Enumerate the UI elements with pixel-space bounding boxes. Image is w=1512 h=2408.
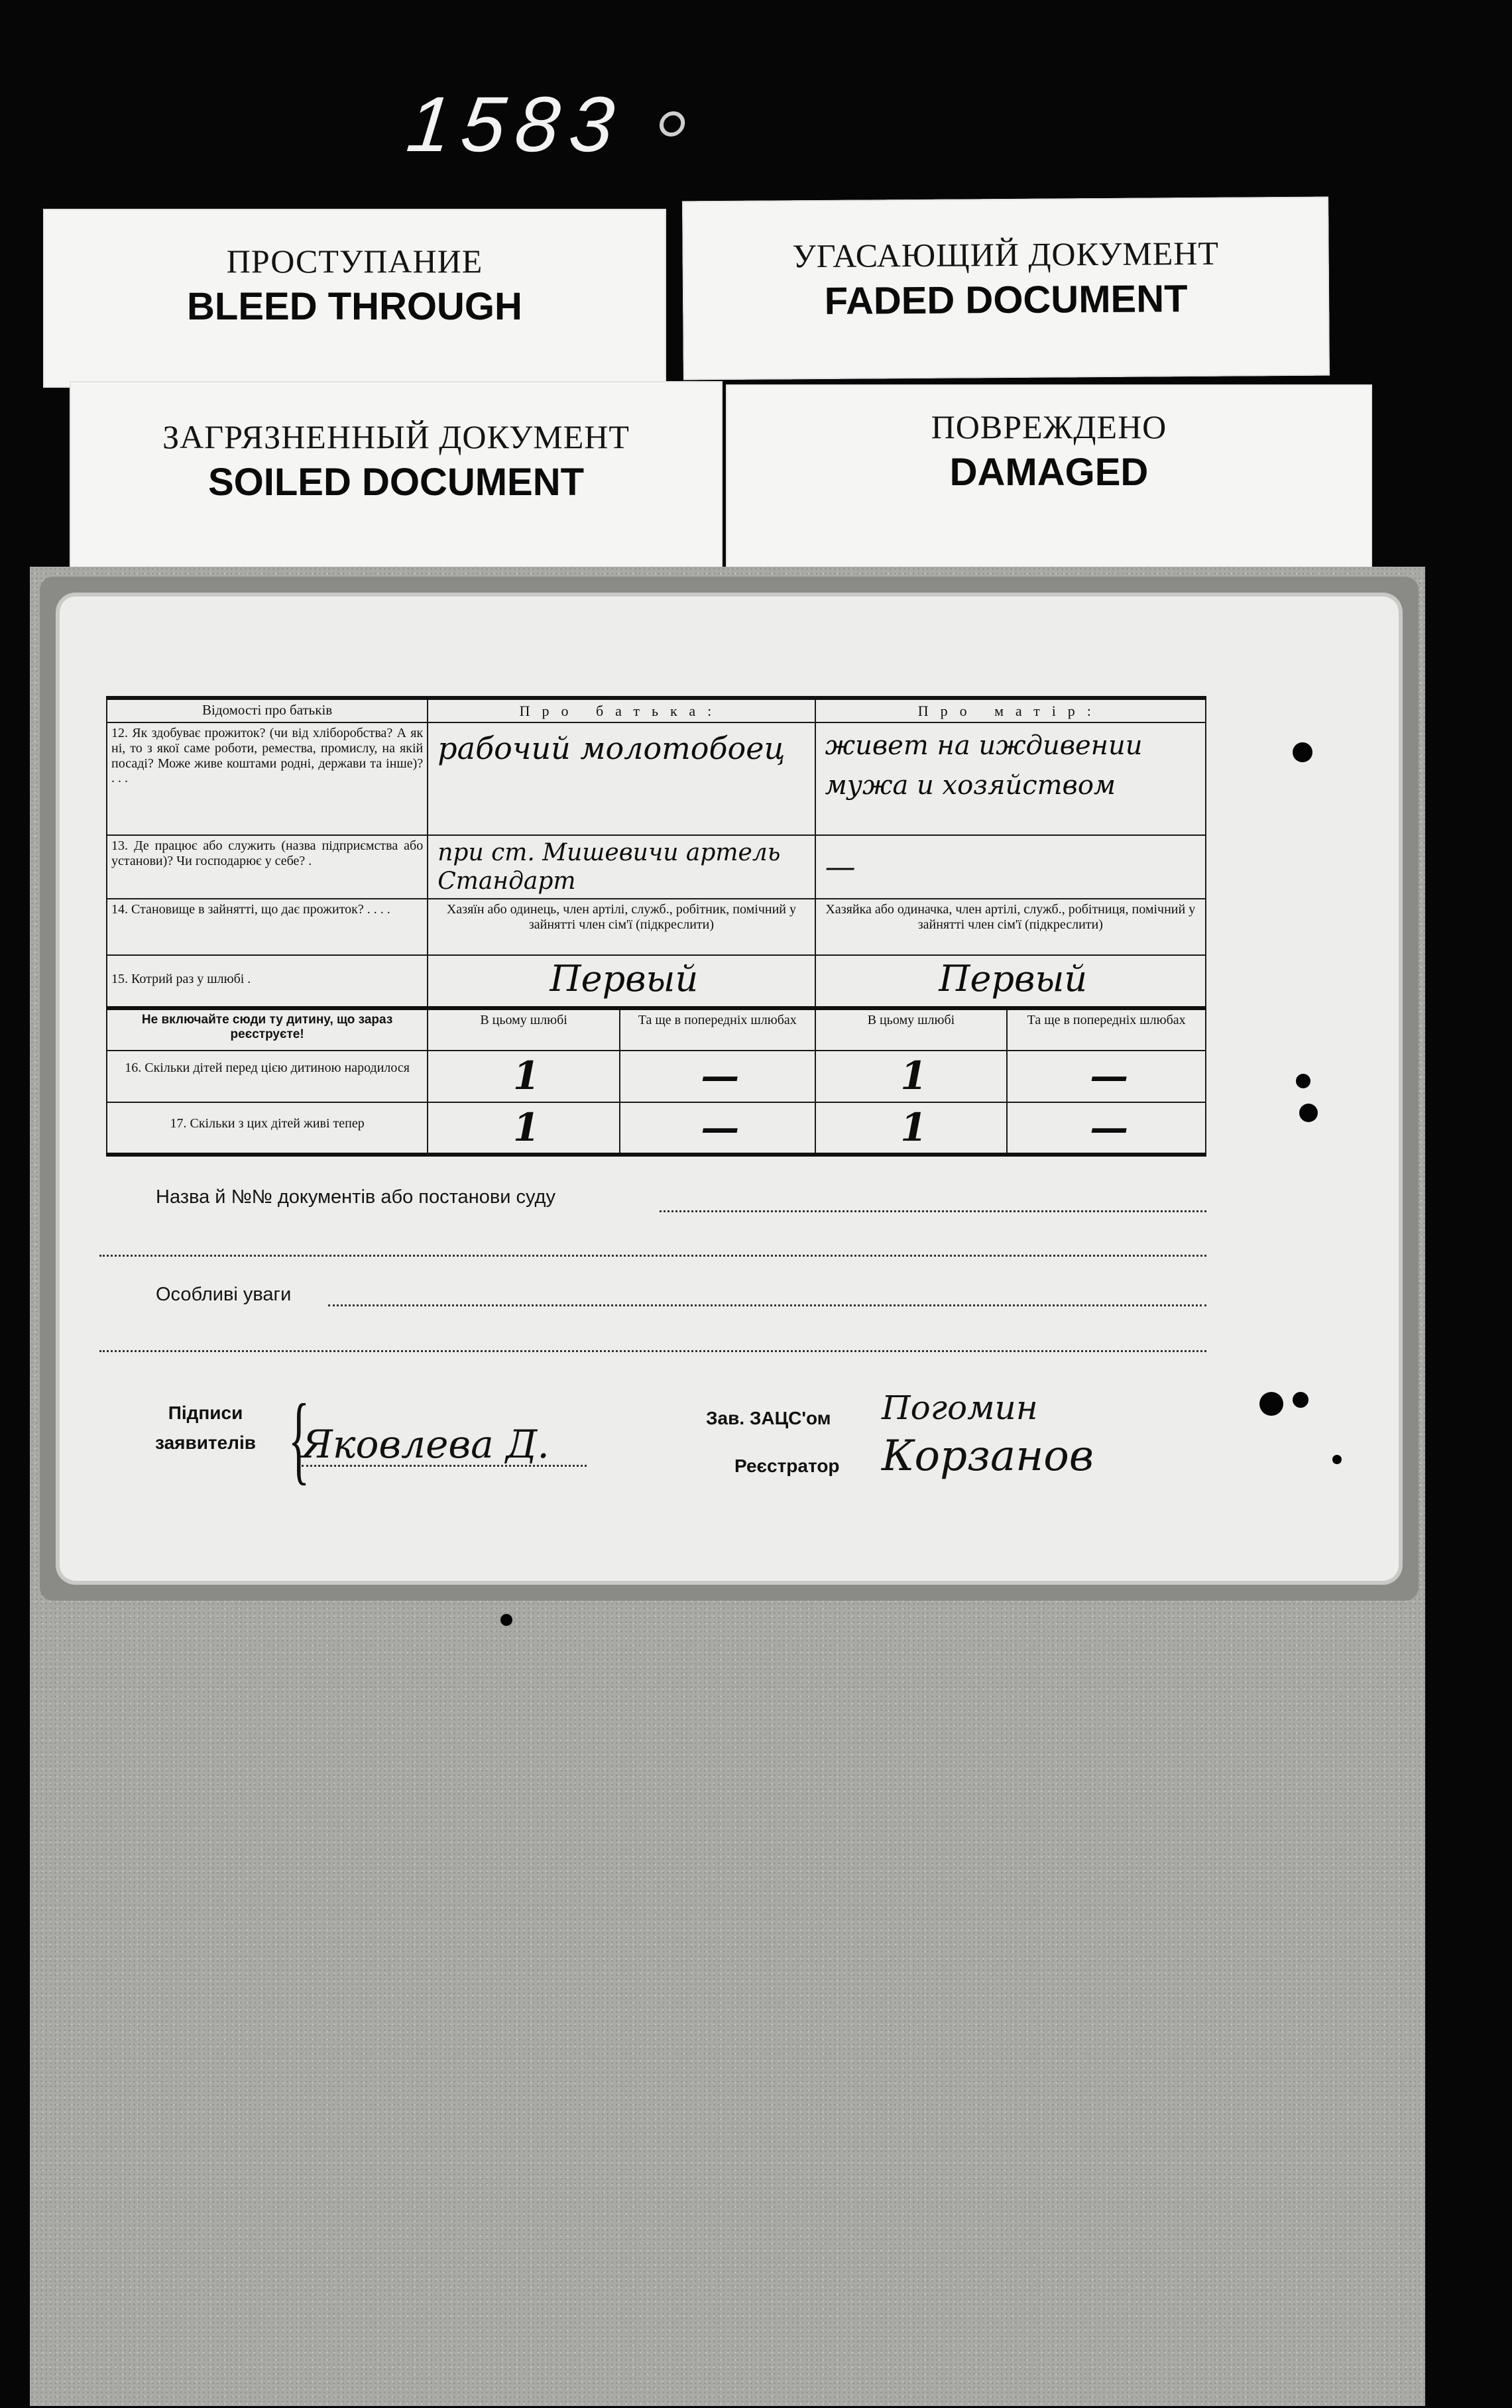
table-header-mother: Про матір: bbox=[815, 698, 1206, 722]
father-marriage-count: Первый bbox=[428, 955, 815, 1008]
brace-glyph: { bbox=[288, 1384, 310, 1494]
tag-ru-label: ЗАГРЯЗНЕННЫЙ ДОКУМЕНТ bbox=[162, 418, 630, 455]
documents-line bbox=[660, 1210, 1206, 1212]
father-children-born-prev: — bbox=[620, 1051, 815, 1102]
tag-ru-label: ПРОСТУПАНИЕ bbox=[226, 243, 483, 280]
archive-number: 1583 bbox=[403, 81, 629, 168]
question-15: 15. Котрий раз у шлюбі . bbox=[107, 955, 428, 1008]
remarks-label: Особливі уваги bbox=[156, 1284, 292, 1305]
mother-marriage-count: Первый bbox=[815, 955, 1206, 1008]
bleed-through-tag bbox=[43, 209, 666, 388]
father-occupation-status: Хазяїн або одинець, член артілі, служб., робітник, помічний у зайнятті член сім'ї (підкреслити) bbox=[428, 899, 815, 955]
hole-mark bbox=[1296, 1074, 1310, 1088]
mother-children-alive-prev: — bbox=[1007, 1102, 1206, 1154]
faded-document-tag bbox=[682, 197, 1330, 380]
applicants-label: Підписи заявителів bbox=[155, 1403, 256, 1453]
documents-label: Назва й №№ документів або постанови суду bbox=[156, 1186, 555, 1208]
question-16: 16. Скільки дітей перед цією дитиною народилося bbox=[107, 1051, 428, 1102]
registrar-label: Реєстратор bbox=[734, 1456, 840, 1476]
hole-mark bbox=[1259, 1392, 1283, 1416]
head-signature: Погомин bbox=[882, 1389, 1038, 1427]
hole-mark bbox=[1332, 1455, 1342, 1464]
father-this-marriage-header: В цьому шлюбі bbox=[428, 1008, 620, 1051]
father-workplace: при ст. Мишевичи артель Стандарт bbox=[428, 835, 815, 899]
hole-mark bbox=[500, 1614, 512, 1626]
tag-ru-label: ПОВРЕЖДЕНО bbox=[931, 408, 1167, 445]
applicant-signature: Яковлева Д. bbox=[302, 1422, 550, 1467]
father-children-alive-this: 1 bbox=[428, 1102, 620, 1154]
tag-en-label: FADED DOCUMENT bbox=[824, 277, 1188, 323]
mother-children-born-prev: — bbox=[1007, 1051, 1206, 1102]
mother-livelihood: живет на иждивении мужа и хозяйством bbox=[815, 722, 1206, 835]
question-14: 14. Становище в зайнятті, що дає прожиток? . . . . bbox=[107, 899, 428, 955]
remarks-line-2 bbox=[99, 1350, 1206, 1352]
father-children-born-this: 1 bbox=[428, 1051, 620, 1102]
tag-ru-label: УГАСАЮЩИЙ ДОКУМЕНТ bbox=[792, 234, 1220, 275]
head-label: Зав. ЗАЦС'ом bbox=[706, 1408, 831, 1428]
children-note: Не включайте сюди ту дитину, що зараз реєструєте! bbox=[107, 1008, 428, 1051]
mother-occupation-status: Хазяйка або одиначка, член артілі, служб., робітниця, помічний у зайнятті член сім'ї (підкреслити) bbox=[815, 899, 1206, 955]
father-previous-marriages-header: Та ще в попередніх шлюбах bbox=[620, 1008, 815, 1051]
father-livelihood: рабочий молотобоец bbox=[428, 722, 815, 835]
tag-en-label: DAMAGED bbox=[949, 451, 1149, 494]
documents-line-2 bbox=[99, 1255, 1206, 1257]
father-children-alive-prev: — bbox=[620, 1102, 815, 1154]
damaged-tag bbox=[726, 384, 1372, 577]
tag-en-label: BLEED THROUGH bbox=[187, 285, 522, 328]
question-17: 17. Скільки з цих дітей живі тепер bbox=[107, 1102, 428, 1154]
registrar-signature: Корзанов bbox=[882, 1432, 1094, 1481]
table-header-info: Відомості про батьків bbox=[107, 698, 428, 722]
applicant-signature-line bbox=[302, 1465, 587, 1467]
mother-previous-marriages-header: Та ще в попередніх шлюбах bbox=[1007, 1008, 1206, 1051]
soiled-document-tag bbox=[70, 381, 723, 580]
hole-mark bbox=[1293, 1392, 1308, 1408]
hole-mark bbox=[1293, 742, 1312, 762]
table-header-father: Про батька: bbox=[428, 698, 815, 722]
question-13: 13. Де працює або служить (назва підприємства або установи)? Чи господарює у себе? . bbox=[107, 835, 428, 899]
remarks-line bbox=[328, 1304, 1206, 1306]
parents-info-table bbox=[106, 696, 1206, 1157]
question-12: 12. Як здобуває прожиток? (чи від хліборобства? А як ні, то з якої саме роботи, ремества, промислу, на якій посаді? Може живе коштами родні, держави та інше)? . . . bbox=[107, 722, 428, 835]
tag-en-label: SOILED DOCUMENT bbox=[207, 461, 585, 504]
mother-children-alive-this: 1 bbox=[815, 1102, 1008, 1154]
mother-children-born-this: 1 bbox=[815, 1051, 1008, 1102]
mother-workplace: — bbox=[815, 835, 1206, 899]
hole-mark bbox=[1299, 1104, 1318, 1122]
mother-this-marriage-header: В цьому шлюбі bbox=[815, 1008, 1008, 1051]
